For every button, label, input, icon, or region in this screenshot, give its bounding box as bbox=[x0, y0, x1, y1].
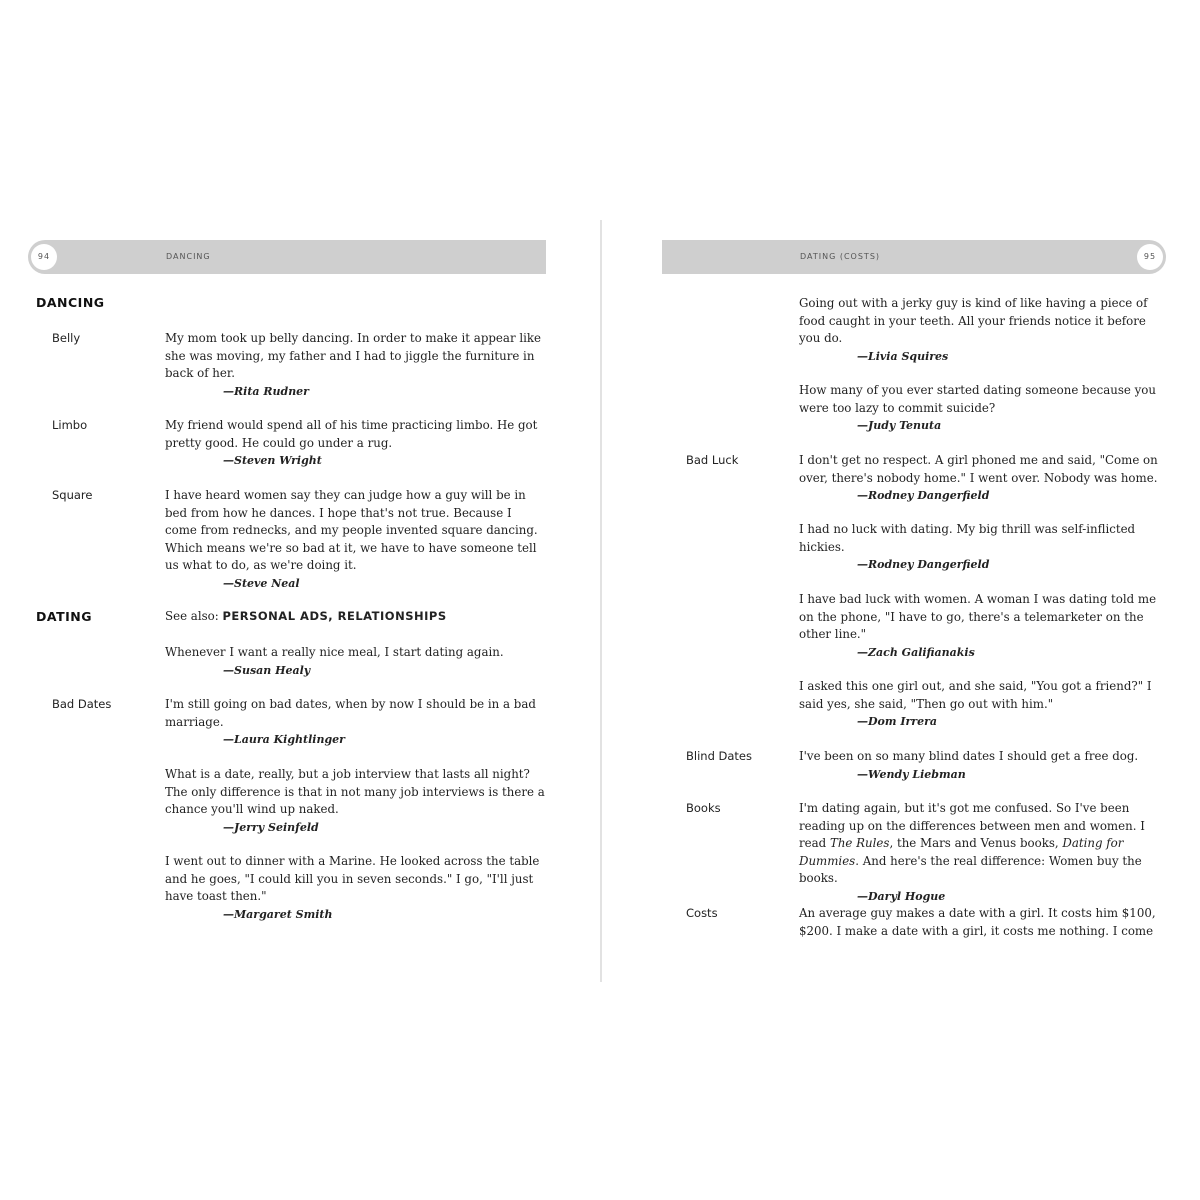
quote-text-part: I'm dating again, but it's got me confused. So I've been reading up on the differences between men and women. I read bbox=[799, 801, 1145, 850]
quote-attribution: —Livia Squires bbox=[857, 349, 949, 363]
book-title: The Rules bbox=[829, 836, 890, 850]
quote-text: My mom took up belly dancing. In order to make it appear like she was moving, my father and I had to jiggle the furniture in back of her. bbox=[165, 331, 542, 380]
quote-text: I'm still going on bad dates, when by now I should be in a bad marriage. bbox=[165, 697, 536, 729]
see-also bbox=[165, 609, 447, 623]
left-page-number: 94 bbox=[31, 244, 57, 270]
left-page-header bbox=[28, 240, 546, 274]
quote-attribution: —Susan Healy bbox=[223, 663, 311, 677]
quote-entry bbox=[799, 678, 1164, 731]
right-page-number: 95 bbox=[1137, 244, 1163, 270]
left-page bbox=[28, 240, 546, 921]
quote-attribution: —Margaret Smith bbox=[223, 907, 333, 921]
quote-attribution: —Daryl Hogue bbox=[857, 889, 946, 903]
quote-text: I have heard women say they can judge how a guy will be in bed from how he dances. I hope that's not true. Because I come from rednecks, and my people invented square dancing. Which means we're so bad at it, we have to have someone tell us what to do, as we're doing it. bbox=[165, 488, 538, 572]
quote-text: I've been on so many blind dates I should get a free dog. bbox=[799, 749, 1139, 763]
quote-attribution: —Rita Rudner bbox=[223, 384, 309, 398]
subhead-limbo: Limbo bbox=[52, 418, 88, 432]
right-running-head: DATING (COSTS) bbox=[800, 252, 881, 261]
quote-text: Whenever I want a really nice meal, I start dating again. bbox=[165, 645, 504, 659]
quote-attribution: —Steven Wright bbox=[223, 454, 322, 467]
quote-text: What is a date, really, but a job interview that lasts all night? The only difference is that in not many job interviews is there a chance you'll wind up naked. bbox=[165, 767, 545, 816]
see-also-refs[interactable]: PERSONAL ADS, RELATIONSHIPS bbox=[222, 609, 447, 623]
quote-entry bbox=[799, 905, 1164, 940]
quote-attribution: —Steve Neal bbox=[223, 576, 300, 590]
subhead-belly: Belly bbox=[52, 331, 81, 345]
see-also-label: See also: bbox=[165, 609, 219, 623]
quote-text: I asked this one girl out, and she said, "You got a friend?" I said yes, she said, "Then go out with him." bbox=[799, 679, 1152, 711]
quote-entry bbox=[799, 295, 1164, 365]
quote-entry bbox=[799, 800, 1164, 905]
quote-attribution: —Zach Galifianakis bbox=[857, 645, 975, 659]
quote-entry bbox=[165, 487, 545, 592]
quote-attribution: —Jerry Seinfeld bbox=[223, 820, 319, 834]
quote-attribution: —Rodney Dangerfield bbox=[857, 489, 990, 502]
section-heading-dancing: DANCING bbox=[36, 295, 105, 310]
quote-entry bbox=[799, 382, 1164, 435]
quote-text: An average guy makes a date with a girl. It costs him $100, $200. I make a date with a girl, it costs me nothing. I come bbox=[799, 906, 1156, 938]
quote-text-part: . And here's the real difference: Women buy the books. bbox=[799, 853, 1142, 885]
quote-entry bbox=[165, 766, 545, 836]
right-page bbox=[662, 240, 1166, 938]
quote-text: I had no luck with dating. My big thrill was self-inflicted hickies. bbox=[799, 522, 1136, 554]
quote-entry bbox=[165, 417, 545, 470]
subhead-blind-dates: Blind Dates bbox=[686, 749, 753, 763]
subhead-bad-luck: Bad Luck bbox=[686, 453, 739, 467]
quote-text: I don't get no respect. A girl phoned me and said, "Come on over, there's nobody home." I went over. Nobody was home. bbox=[799, 453, 1158, 485]
subhead-costs: Costs bbox=[686, 906, 718, 920]
quote-attribution: —Rodney Dangerfield bbox=[857, 558, 990, 571]
quote-entry bbox=[799, 591, 1164, 661]
page-gutter-divider bbox=[600, 220, 602, 982]
quote-text: Going out with a jerky guy is kind of like having a piece of food caught in your teeth. All your friends notice it before you do. bbox=[799, 296, 1148, 345]
quote-text-part: , the Mars and Venus books, bbox=[889, 836, 1063, 850]
quote-text: My friend would spend all of his time practicing limbo. He got pretty good. He could go under a rug. bbox=[165, 418, 538, 450]
quote-entry bbox=[165, 330, 545, 400]
book-title: Dating for Dummies bbox=[799, 836, 1124, 868]
quote-entry bbox=[165, 696, 545, 749]
subhead-bad-dates: Bad Dates bbox=[52, 697, 112, 711]
quote-attribution: —Wendy Liebman bbox=[857, 767, 966, 781]
right-page-header bbox=[662, 240, 1166, 274]
quote-text: I have bad luck with women. A woman I was dating told me on the phone, "I have to go, there's a telemarketer on the other line." bbox=[799, 592, 1157, 641]
left-running-head: DANCING bbox=[166, 252, 211, 261]
quote-text: I went out to dinner with a Marine. He looked across the table and he goes, "I could kill you in seven seconds." I go, "I'll just have toast then." bbox=[165, 854, 540, 903]
quote-entry bbox=[165, 853, 545, 923]
quote-text: How many of you ever started dating someone because you were too lazy to commit suicide? bbox=[799, 383, 1156, 415]
quote-attribution: —Judy Tenuta bbox=[857, 419, 942, 432]
quote-entry bbox=[799, 521, 1164, 574]
quote-attribution: —Dom Irrera bbox=[857, 715, 938, 728]
subhead-books: Books bbox=[686, 801, 721, 815]
quote-entry bbox=[799, 748, 1164, 783]
quote-attribution: —Laura Kightlinger bbox=[223, 733, 345, 746]
quote-entry bbox=[799, 452, 1164, 505]
quote-entry bbox=[165, 644, 545, 679]
subhead-square: Square bbox=[52, 488, 93, 502]
section-heading-dating: DATING bbox=[36, 609, 92, 624]
